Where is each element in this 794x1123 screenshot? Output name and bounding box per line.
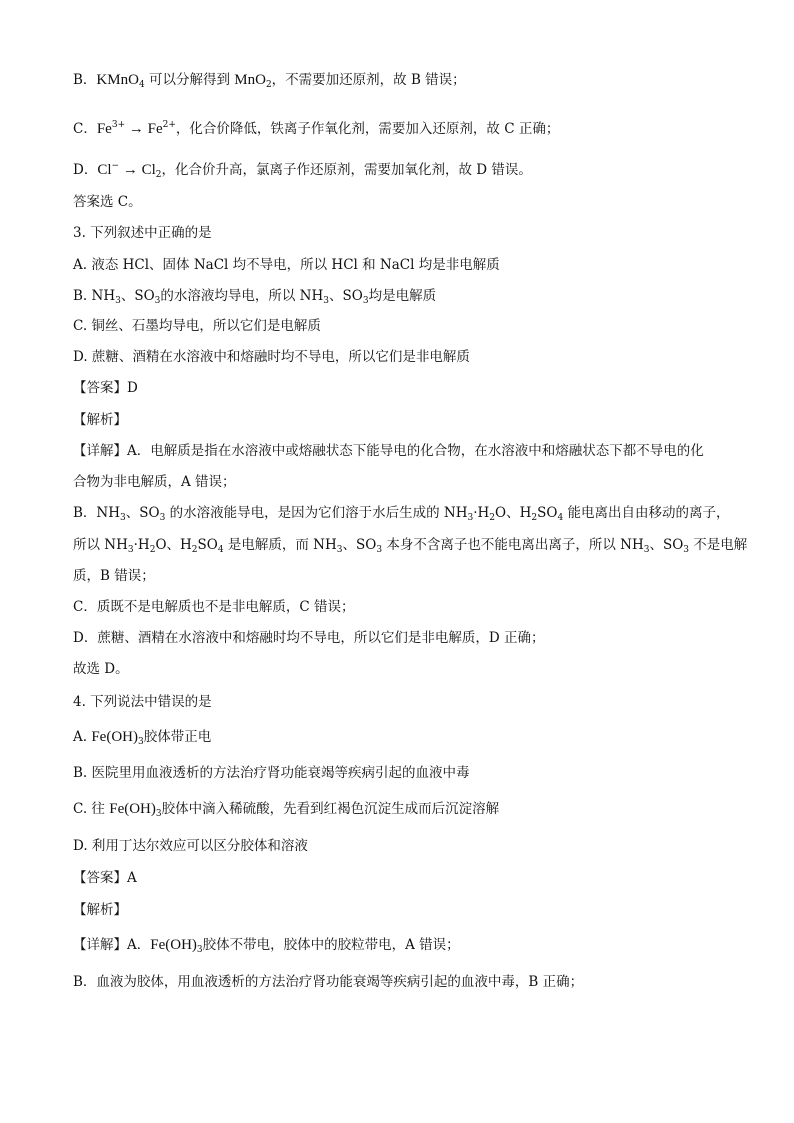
q3-detail-1: 【详解】A．电解质是指在水溶液中或熔融状态下能导电的化合物，在水溶液中和熔融状态下都不导电的化 <box>73 443 704 459</box>
q3-detail-6: C．质既不是电解质也不是非电解质，C 错误； <box>73 599 355 615</box>
q3-detail-4: 所以 $NH_3\cdot H_2O$、$H_2SO_4$ 是电解质，而 $NH_3$、$SO_3$ 本身不含离子也不能电离出离子，所以 $NH_3$、$SO_3$ 不是电解 <box>73 537 748 555</box>
q3-option-b: B. $NH_3$、$SO_3$的水溶液均导电，所以 $NH_3$、$SO_3$均是电解质 <box>73 288 437 306</box>
q3-option-d: D. 蔗糖、酒精在水溶液中和熔融时均不导电，所以它们是非电解质 <box>73 349 470 365</box>
q3-detail-3: B．$NH_3$、$SO_3$ 的水溶液能导电，是因为它们溶于水后生成的 $NH_3\cdot H_2O$、$H_2SO_4$ 能电离出自由移动的离子， <box>73 505 730 523</box>
option-c-prev: C．$Fe^{3+} \to Fe^{2+}$，化合价降低，铁离子作氧化剂，需要加入还原剂，故 C 正确； <box>73 120 560 137</box>
q3-stem: 3. 下列叙述中正确的是 <box>73 225 212 241</box>
q3-detail-2: 合物为非电解质，A 错误； <box>73 474 236 490</box>
q3-detail-8: 故选 D。 <box>73 661 129 677</box>
q4-answer: 【答案】A <box>73 870 137 886</box>
q4-option-c: C. 往 $Fe(OH)_3$胶体中滴入稀硫酸，先看到红褐色沉淀生成而后沉淀溶解 <box>73 801 500 819</box>
q3-detail-5: 质，B 错误； <box>73 568 155 584</box>
q4-detail-1: 【详解】A．$Fe(OH)_3$胶体不带电，胶体中的胶粒带电，A 错误； <box>73 937 460 955</box>
answer-prev: 答案选 C。 <box>73 194 142 210</box>
q4-option-a: A. $Fe(OH)_3$胶体带正电 <box>73 729 212 747</box>
q3-answer: 【答案】D <box>73 380 138 396</box>
q4-detail-2: B．血液为胶体，用血液透析的方法治疗肾功能衰竭等疾病引起的血液中毒，B 正确； <box>73 974 584 990</box>
q4-stem: 4. 下列说法中错误的是 <box>73 694 212 710</box>
q4-option-d: D. 利用丁达尔效应可以区分胶体和溶液 <box>73 838 308 854</box>
q3-detail-7: D．蔗糖、酒精在水溶液中和熔融时均不导电，所以它们是非电解质，D 正确； <box>73 630 545 646</box>
option-d-prev: D．$Cl^- \to Cl_2$，化合价升高，氯离子作还原剂，需要加氧化剂，故 D 错误。 <box>73 161 532 180</box>
q4-option-b: B. 医院里用血液透析的方法治疗肾功能衰竭等疾病引起的血液中毒 <box>73 765 470 781</box>
q4-analysis-heading: 【解析】 <box>73 902 127 918</box>
q3-option-a: A. 液态 HCl、固体 NaCl 均不导电，所以 HCl 和 NaCl 均是非电解质 <box>73 257 500 273</box>
q3-option-c: C. 铜丝、石墨均导电，所以它们是电解质 <box>73 318 321 334</box>
q3-analysis-heading: 【解析】 <box>73 412 127 428</box>
option-b-prev: B．KMnO$_4$ 可以分解得到 MnO$_2$，不需要加还原剂，故 B 错误； <box>73 72 466 90</box>
